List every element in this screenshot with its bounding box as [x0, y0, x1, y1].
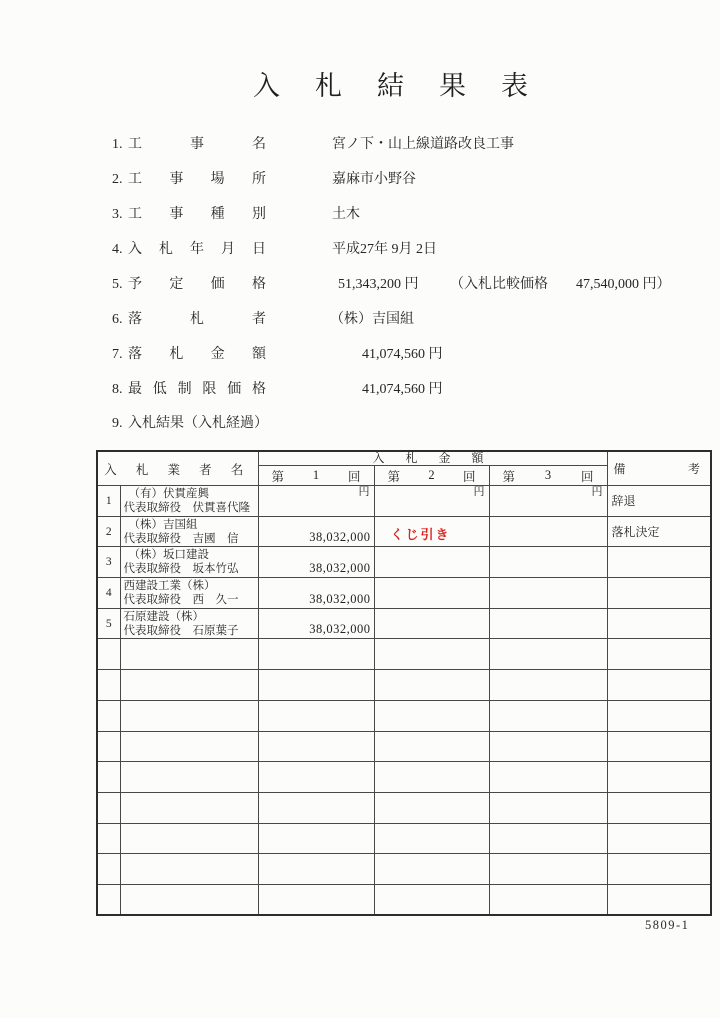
round-2-cell — [374, 608, 489, 639]
round-1-cell — [258, 486, 374, 517]
row-number: 5 — [97, 608, 120, 639]
bidder-name-cell — [120, 608, 258, 639]
summary-item-bid-date — [0, 241, 720, 259]
bidder-row — [97, 516, 711, 547]
summary-item-work-type — [0, 206, 720, 224]
item-label: 工 事 種 別 — [128, 207, 266, 222]
bidder-row — [97, 578, 711, 609]
bidder-name-cell — [120, 547, 258, 578]
round-3-cell — [489, 547, 607, 578]
representative-name: 代表取締役 西 久一 — [123, 593, 239, 606]
row-number: 2 — [97, 516, 120, 547]
yen-unit-label: 円 — [591, 486, 603, 498]
summary-item-winning-bidder — [0, 311, 720, 329]
item-number: 9. — [112, 416, 123, 431]
round-2-cell — [374, 486, 489, 517]
item-number: 7. — [112, 347, 123, 362]
item-value-note: （入札比較価格 47,540,000 円） — [450, 277, 671, 292]
empty-row — [97, 792, 711, 823]
yen-unit-label: 円 — [473, 486, 485, 498]
bid-results-table — [96, 450, 712, 916]
bidder-name-cell — [120, 578, 258, 609]
empty-row — [97, 670, 711, 701]
empty-row — [97, 762, 711, 793]
item-label: 入札結果（入札経過） — [128, 416, 268, 431]
bidder-row — [97, 547, 711, 578]
item-value: 宮ノ下・山上線道路改良工事 — [332, 137, 514, 152]
item-label: 落 札 金 額 — [128, 347, 266, 362]
empty-row — [97, 639, 711, 670]
item-number: 8. — [112, 382, 123, 397]
bid-amount: 38,032,000 — [309, 591, 371, 606]
bid-amount-header: 入 札 金 額 — [258, 451, 607, 466]
summary-item-work-name — [0, 136, 720, 154]
round-3-cell — [489, 486, 607, 517]
item-value: 平成27年 9月 2日 — [332, 242, 437, 257]
document-title: 入札結果表 — [253, 71, 563, 101]
representative-name: 代表取締役 吉國 信 — [123, 532, 239, 545]
item-number: 4. — [112, 242, 123, 257]
bid-amount: 38,032,000 — [309, 622, 371, 637]
summary-item-bid-result-heading — [0, 415, 720, 433]
round-3-cell — [489, 516, 607, 547]
bidder-name-cell — [120, 516, 258, 547]
item-number: 1. — [112, 137, 123, 152]
item-value: 41,074,560 円 — [362, 382, 443, 397]
item-number: 5. — [112, 277, 123, 292]
remarks-cell: 落札決定 — [607, 516, 711, 547]
item-label: 予 定 価 格 — [128, 277, 266, 292]
round-1-cell — [258, 608, 374, 639]
empty-row — [97, 731, 711, 762]
lottery-note: くじ引き — [390, 526, 451, 542]
round-1-cell — [258, 547, 374, 578]
round-3-cell — [489, 578, 607, 609]
bidder-name-header: 入 札 業 者 名 — [97, 451, 258, 486]
round-3-header: 第 3 回 — [489, 466, 607, 486]
bidder-row — [97, 608, 711, 639]
item-value: 51,343,200 円 — [338, 277, 419, 292]
summary-item-winning-amount — [0, 346, 720, 364]
empty-row — [97, 884, 711, 915]
company-name: （株）坂口建設 — [128, 549, 209, 562]
company-name: 石原建設（株） — [123, 610, 204, 623]
summary-item-minimum-price — [0, 381, 720, 399]
round-2-cell — [374, 578, 489, 609]
round-1-cell — [258, 516, 374, 547]
company-name: 西建設工業（株） — [123, 579, 216, 592]
item-number: 3. — [112, 207, 123, 222]
item-label: 最 低 制 限 価 格 — [128, 382, 266, 397]
company-name: （株）吉国組 — [128, 518, 198, 531]
empty-row — [97, 823, 711, 854]
representative-name: 代表取締役 坂本竹弘 — [123, 563, 239, 576]
item-label: 入 札 年 月 日 — [128, 242, 266, 257]
yen-unit-label: 円 — [358, 486, 370, 498]
representative-name: 代表取締役 石原葉子 — [123, 624, 239, 637]
item-label: 工 事 場 所 — [128, 172, 266, 187]
summary-item-work-location — [0, 171, 720, 189]
remarks-cell — [607, 608, 711, 639]
round-3-cell — [489, 608, 607, 639]
item-number: 2. — [112, 172, 123, 187]
company-name: （有）伏貫産興 — [128, 487, 209, 500]
round-2-header: 第 2 回 — [374, 466, 489, 486]
round-2-cell — [374, 547, 489, 578]
representative-name: 代表取締役 伏貫喜代隆 — [123, 501, 250, 514]
item-value: （株）吉国組 — [330, 312, 414, 327]
page-number: 5809-1 — [645, 918, 690, 932]
round-2-cell — [374, 516, 489, 547]
row-number: 1 — [97, 486, 120, 517]
empty-row — [97, 700, 711, 731]
row-number: 4 — [97, 578, 120, 609]
bidder-name-cell — [120, 486, 258, 517]
bid-amount: 38,032,000 — [309, 561, 371, 576]
remarks-header: 備 考 — [607, 451, 711, 486]
item-value: 41,074,560 円 — [362, 347, 443, 362]
item-number: 6. — [112, 312, 123, 327]
item-label: 落 札 者 — [128, 312, 266, 327]
row-number: 3 — [97, 547, 120, 578]
item-value: 土木 — [332, 207, 360, 222]
remarks-cell — [607, 578, 711, 609]
remarks-cell: 辞退 — [607, 486, 711, 517]
item-label: 工 事 名 — [128, 137, 266, 152]
item-value: 嘉麻市小野谷 — [332, 172, 416, 187]
remarks-cell — [607, 547, 711, 578]
bid-amount: 38,032,000 — [309, 530, 371, 545]
summary-item-planned-price — [0, 276, 720, 294]
round-1-cell — [258, 578, 374, 609]
empty-row — [97, 854, 711, 885]
bidder-row — [97, 486, 711, 517]
round-1-header: 第 1 回 — [258, 466, 374, 486]
